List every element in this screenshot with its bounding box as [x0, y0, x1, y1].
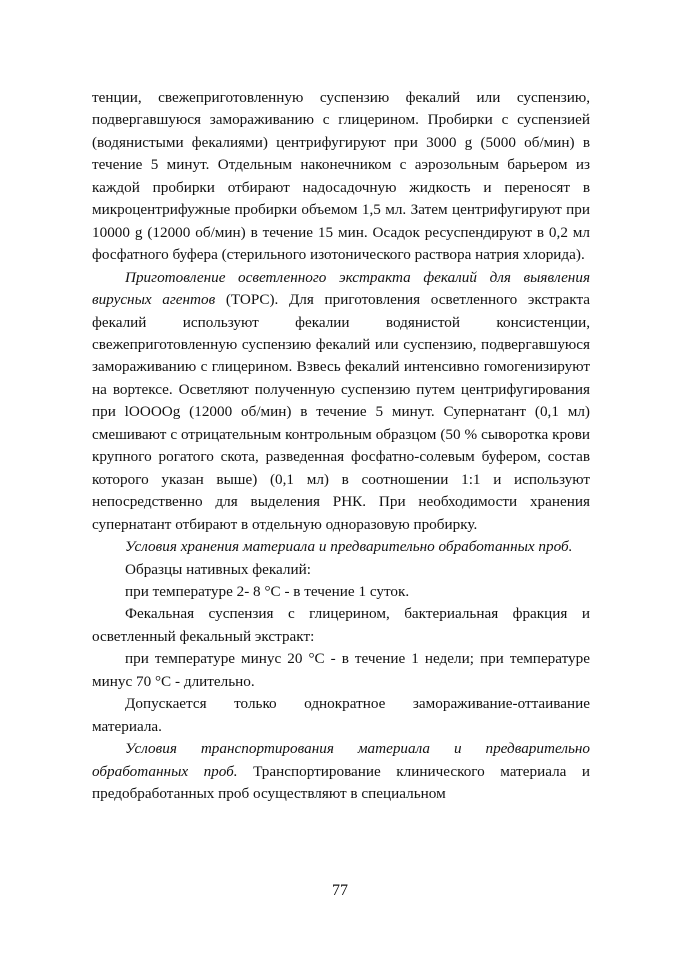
paragraph-transport-body: Транспортирование клинического материала и предобработанных проб осуществляют в специальном: [92, 762, 591, 803]
paragraph-native-temperature: при температуре 2- 8 °С - в течение 1 суток.: [125, 582, 410, 600]
section-heading-clarified-extract: Приготовление осветленного экстракта фекалий для выявления вирусных агентов: [92, 268, 590, 309]
section-heading-transport: Условия транспортирования материала и предварительно обработанных проб.: [92, 740, 590, 780]
paragraph-centrifugation: тенции, свежеприготовленную суспензию фекалий или суспензию, подвергавшуюся замораживанию с глицерином. Пробирки с суспензией (водянистыми фекалиями) центрифугируют при 3000 g (5000 об/мин) в течение 5 минут. Отдельным наконечником с аэрозольным барьером из каждой пробирки отбирают надосадочную жидкость и переносят в микроцентрифужные пробирки объемом 1,5 мл. Затем центрифугируют при 10000 g (12000 об/мин) в течение 15 мин. Осадок ресуспендируют в 0,2 мл фосфатного буфера (стерильного изотонического раствора натрия хлорида).: [92, 89, 590, 264]
paragraph-transport: [92, 738, 590, 805]
page-number: 77: [332, 882, 348, 899]
paragraph-suspension-types: Фекальная суспензия с глицерином, бактериальная фракция и осветленный фекальный экстракт:: [92, 605, 590, 645]
paragraph-native-samples: Образцы нативных фекалий:: [125, 560, 311, 578]
paragraph-clarified-extract: [92, 267, 590, 536]
paragraph-freeze-thaw: Допускается только однократное замораживание-оттаивание материала.: [92, 695, 590, 735]
paragraph-suspension-temperature: при температуре минус 20 °С - в течение 1 недели; при температуре минус 70 °С - длительно.: [92, 650, 590, 690]
body-text: [92, 87, 590, 806]
section-heading-storage: Условия хранения материала и предварительно обработанных проб.: [125, 538, 573, 556]
paragraph-clarified-extract-body: (TOPC). Для приготовления осветленного экстракта фекалий используют фекалии водянистой консистенции, свежеприготовленную суспензию фекалий или суспензию, подвергавшуюся замораживанию с глицерином. Взвесь фекалий интенсивно гомогенизируют на вортексе. Осветляют полученную суспензию путем центрифугирования при lOOOOg (12000 об/мин) в течение 5 минут. Супернатант (0,1 мл) смешивают с отрицательным контрольным образцом (50 % сыворотка крови крупного рогатого скота, разведенная фосфатно-солевым буфером, состав которого указан выше) (0,1 мл) в соотношении 1:1 и используют непосредственно для выделения РНК. При необходимости хранения супернатант отбирают в отдельную одноразовую пробирку.: [92, 291, 591, 533]
